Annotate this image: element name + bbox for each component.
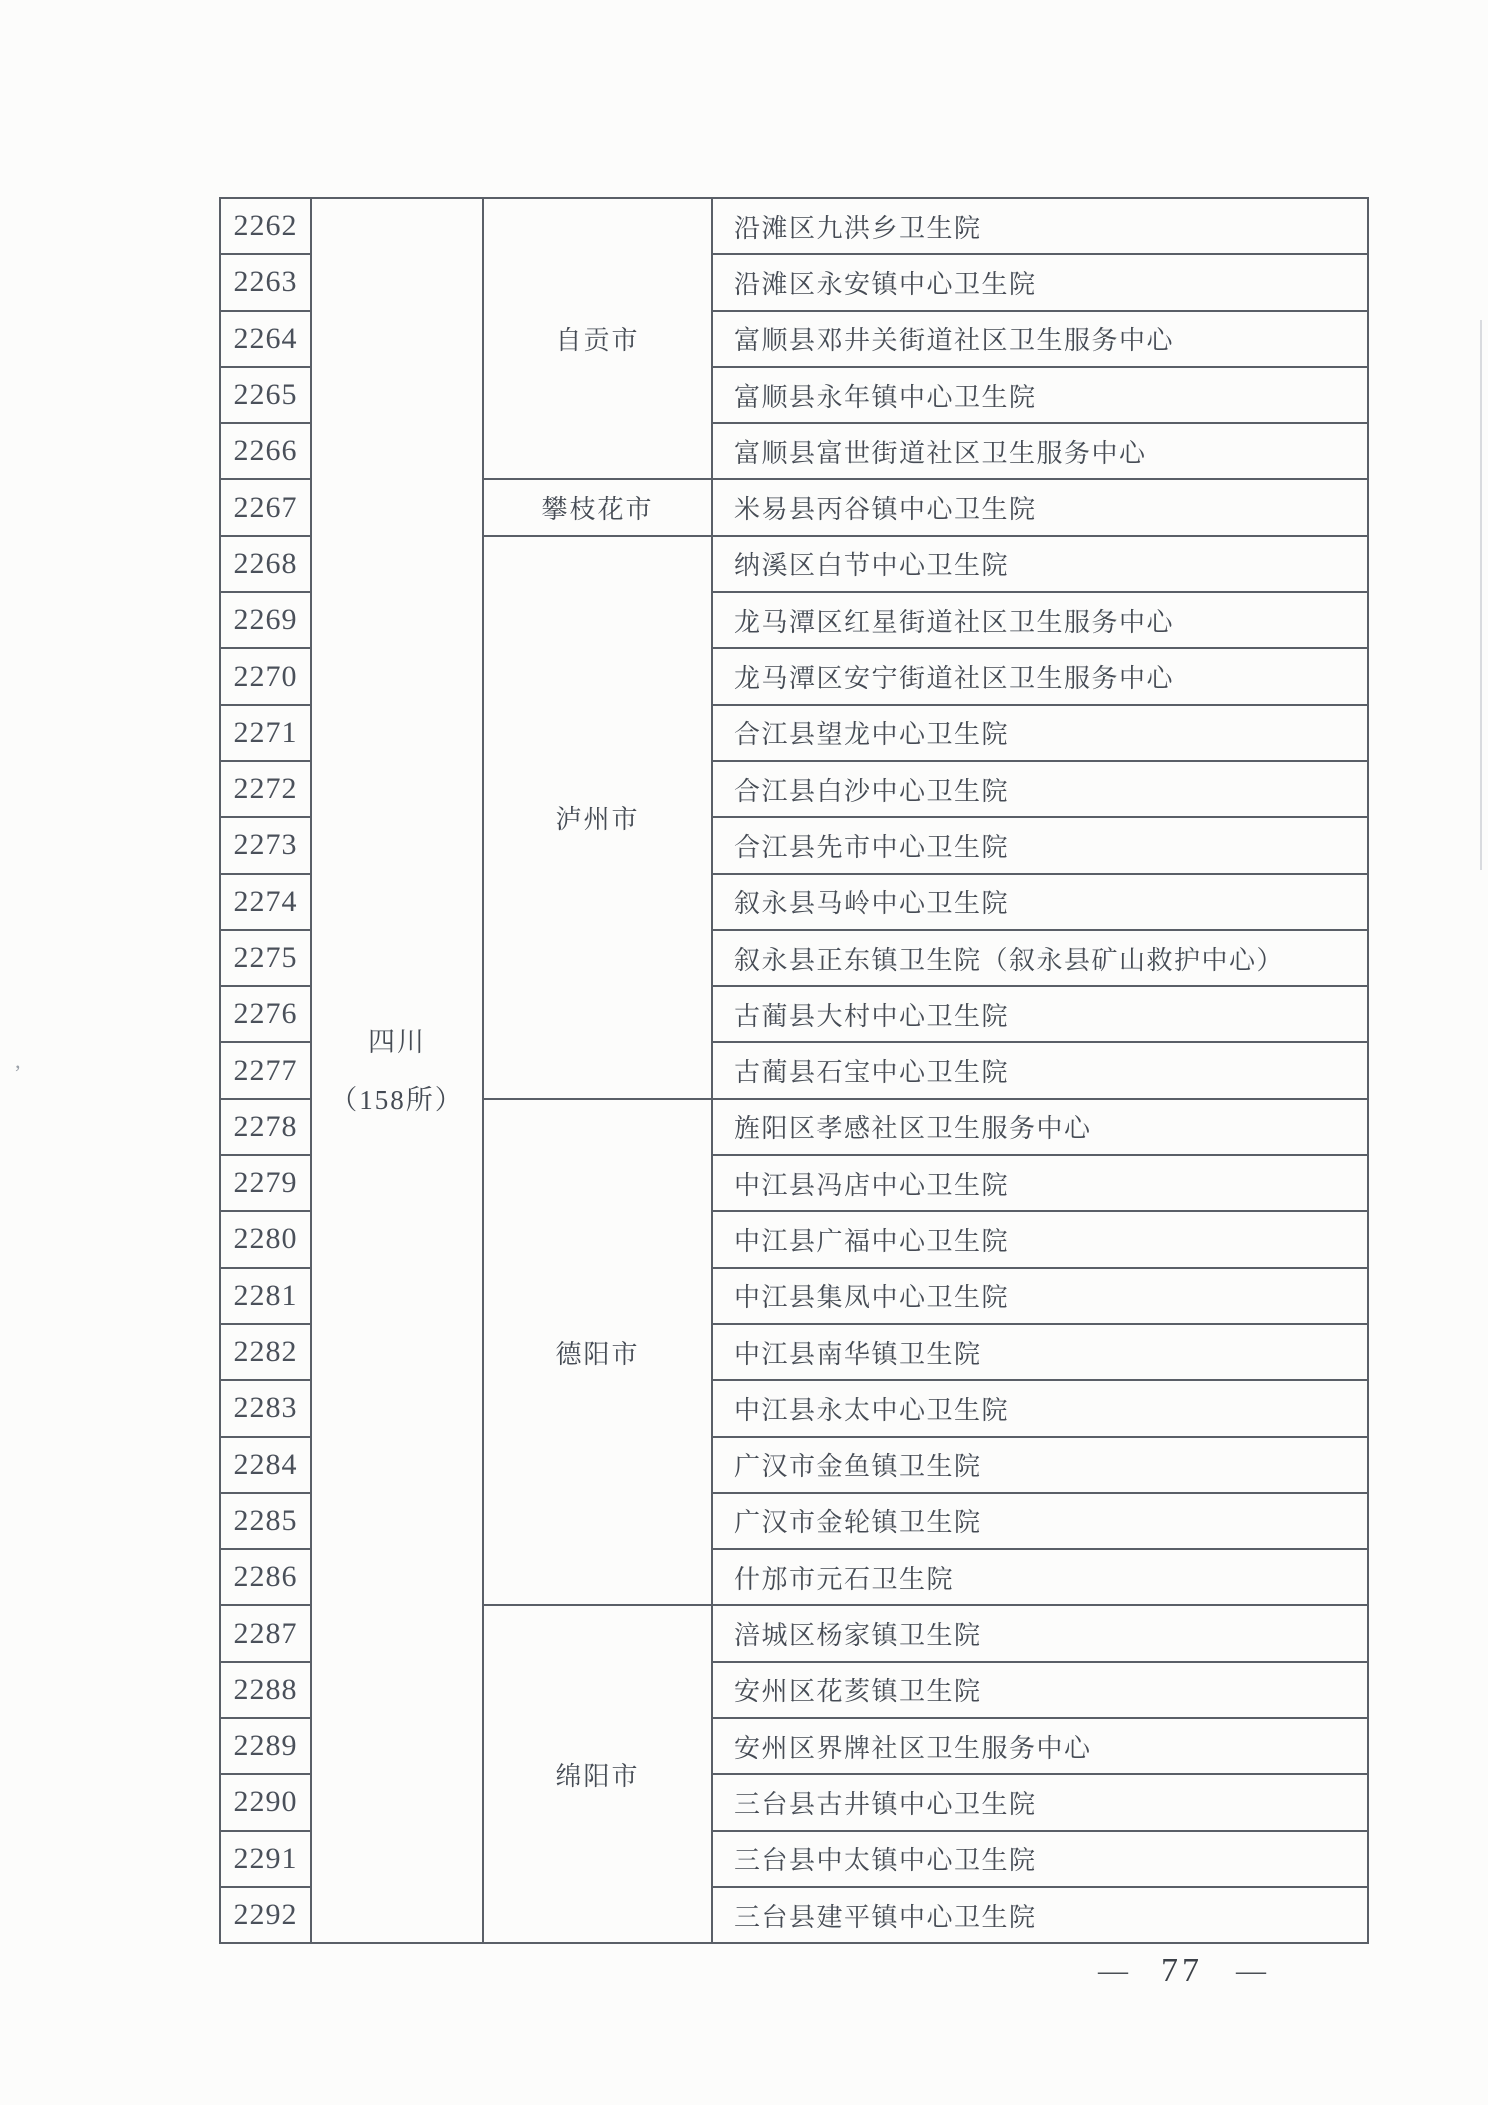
row-number-cell: 2265	[220, 367, 311, 423]
row-number-cell: 2263	[220, 254, 311, 310]
row-number-cell: 2290	[220, 1774, 311, 1830]
row-number-cell: 2280	[220, 1211, 311, 1267]
institution-cell: 中江县冯店中心卫生院	[712, 1155, 1368, 1211]
row-number-cell: 2289	[220, 1718, 311, 1774]
table-body	[220, 198, 1368, 1943]
row-number-cell: 2284	[220, 1437, 311, 1493]
institution-cell: 富顺县邓井关街道社区卫生服务中心	[712, 311, 1368, 367]
institution-cell: 叙永县马岭中心卫生院	[712, 874, 1368, 930]
institution-cell: 广汉市金轮镇卫生院	[712, 1493, 1368, 1549]
row-number-cell: 2268	[220, 536, 311, 592]
row-number-cell: 2286	[220, 1549, 311, 1605]
institution-cell: 合江县先市中心卫生院	[712, 817, 1368, 873]
row-number-cell: 2266	[220, 423, 311, 479]
city-cell: 攀枝花市	[483, 479, 712, 535]
institution-cell: 中江县广福中心卫生院	[712, 1211, 1368, 1267]
row-number-cell: 2264	[220, 311, 311, 367]
institution-cell: 叙永县正东镇卫生院（叙永县矿山救护中心）	[712, 930, 1368, 986]
page-number: 77	[1161, 1952, 1203, 1989]
row-number-cell: 2276	[220, 986, 311, 1042]
row-number-cell: 2287	[220, 1605, 311, 1661]
row-number-cell: 2278	[220, 1099, 311, 1155]
row-number-cell: 2283	[220, 1380, 311, 1436]
row-number-cell: 2267	[220, 479, 311, 535]
city-cell: 自贡市	[483, 198, 712, 479]
institution-cell: 富顺县富世街道社区卫生服务中心	[712, 423, 1368, 479]
institution-cell: 三台县中太镇中心卫生院	[712, 1831, 1368, 1887]
institution-cell: 龙马潭区红星街道社区卫生服务中心	[712, 592, 1368, 648]
row-number-cell: 2281	[220, 1268, 311, 1324]
institution-cell: 广汉市金鱼镇卫生院	[712, 1437, 1368, 1493]
institution-table	[219, 197, 1369, 1944]
institution-cell: 纳溪区白节中心卫生院	[712, 536, 1368, 592]
table-row	[220, 198, 1368, 254]
province-name: 四川	[368, 1026, 426, 1057]
row-number-cell: 2279	[220, 1155, 311, 1211]
footer-right-dash: —	[1236, 1954, 1266, 1987]
institution-cell: 龙马潭区安宁街道社区卫生服务中心	[712, 648, 1368, 704]
institution-cell: 什邡市元石卫生院	[712, 1549, 1368, 1605]
institution-cell: 合江县白沙中心卫生院	[712, 761, 1368, 817]
row-number-cell: 2288	[220, 1662, 311, 1718]
row-number-cell: 2274	[220, 874, 311, 930]
province-count-label: （158所）	[330, 1084, 464, 1115]
institution-cell: 三台县建平镇中心卫生院	[712, 1887, 1368, 1943]
row-number-cell: 2291	[220, 1831, 311, 1887]
page-footer	[1098, 1952, 1266, 1990]
scan-stray-mark: ‚	[14, 1048, 22, 1073]
row-number-cell: 2292	[220, 1887, 311, 1943]
row-number-cell: 2271	[220, 705, 311, 761]
institution-cell: 安州区界牌社区卫生服务中心	[712, 1718, 1368, 1774]
institution-cell: 沿滩区永安镇中心卫生院	[712, 254, 1368, 310]
row-number-cell: 2269	[220, 592, 311, 648]
row-number-cell: 2282	[220, 1324, 311, 1380]
city-cell: 泸州市	[483, 536, 712, 1099]
footer-left-dash: —	[1098, 1954, 1128, 1987]
institution-cell: 合江县望龙中心卫生院	[712, 705, 1368, 761]
institution-cell: 富顺县永年镇中心卫生院	[712, 367, 1368, 423]
city-cell: 德阳市	[483, 1099, 712, 1606]
scan-edge-artifact	[1480, 320, 1482, 870]
institution-cell: 旌阳区孝感社区卫生服务中心	[712, 1099, 1368, 1155]
province-cell	[311, 198, 483, 1943]
institution-cell: 米易县丙谷镇中心卫生院	[712, 479, 1368, 535]
row-number-cell: 2273	[220, 817, 311, 873]
row-number-cell: 2275	[220, 930, 311, 986]
institution-cell: 三台县古井镇中心卫生院	[712, 1774, 1368, 1830]
row-number-cell: 2272	[220, 761, 311, 817]
institution-cell: 涪城区杨家镇卫生院	[712, 1605, 1368, 1661]
row-number-cell: 2262	[220, 198, 311, 254]
institution-cell: 古蔺县石宝中心卫生院	[712, 1042, 1368, 1098]
institution-cell: 古蔺县大村中心卫生院	[712, 986, 1368, 1042]
row-number-cell: 2285	[220, 1493, 311, 1549]
institution-cell: 沿滩区九洪乡卫生院	[712, 198, 1368, 254]
institution-cell: 安州区花荄镇卫生院	[712, 1662, 1368, 1718]
city-cell: 绵阳市	[483, 1605, 712, 1943]
institution-cell: 中江县南华镇卫生院	[712, 1324, 1368, 1380]
row-number-cell: 2270	[220, 648, 311, 704]
row-number-cell: 2277	[220, 1042, 311, 1098]
institution-cell: 中江县集凤中心卫生院	[712, 1268, 1368, 1324]
institution-cell: 中江县永太中心卫生院	[712, 1380, 1368, 1436]
